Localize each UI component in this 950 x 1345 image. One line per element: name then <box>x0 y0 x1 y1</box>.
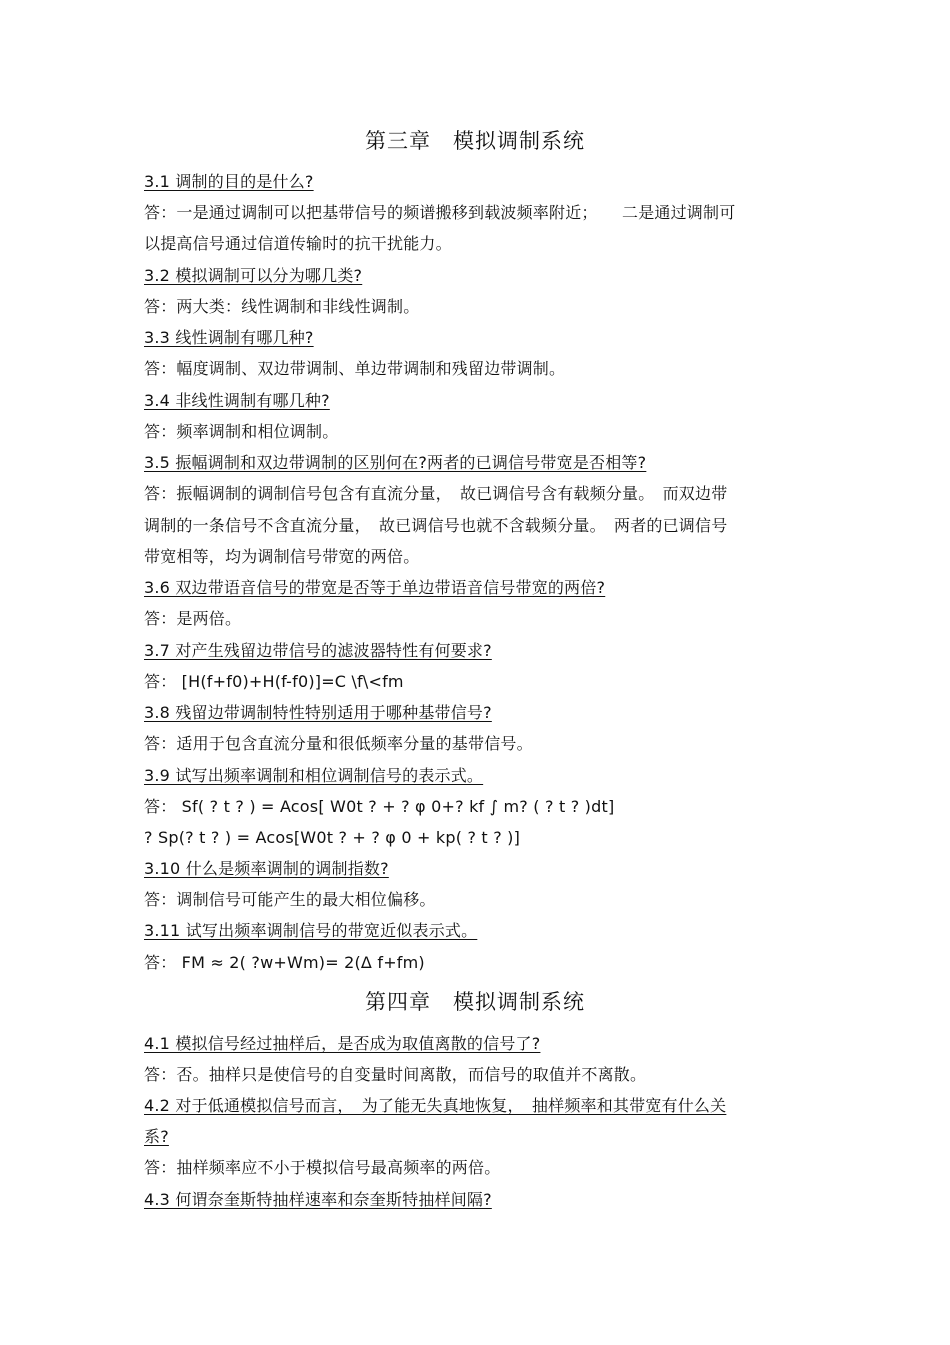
answer-3-9-line-1: 答： Sf( ? t ? ) = Acos[ W0t ? + ? φ 0+? kf ∫ m? ( ? t ? )dt] <box>144 797 615 816</box>
question-3-8: 3.8 残留边带调制特性特别适用于哪种基带信号? <box>144 703 492 722</box>
question-3-3: 3.3 线性调制有哪几种? <box>144 328 314 347</box>
answer-3-1-line-2: 以提高信号通过信道传输时的抗干扰能力。 <box>144 234 452 253</box>
question-3-6: 3.6 双边带语音信号的带宽是否等于单边带语音信号带宽的两倍? <box>144 578 606 597</box>
answer-3-5-line-2: 调制的一条信号不含直流分量， 故已调信号也就不含载频分量。 两者的已调信号 <box>144 516 728 535</box>
answer-3-3: 答：幅度调制、双边带调制、单边带调制和残留边带调制。 <box>144 359 566 378</box>
answer-3-10: 答：调制信号可能产生的最大相位偏移。 <box>144 890 436 909</box>
question-4-2-line-2: 系? <box>144 1127 169 1146</box>
question-3-5: 3.5 振幅调制和双边带调制的区别何在?两者的已调信号带宽是否相等? <box>144 453 647 472</box>
question-3-10: 3.10 什么是频率调制的调制指数? <box>144 859 389 878</box>
question-4-2-line-1: 4.2 对于低通模拟信号而言， 为了能无失真地恢复， 抽样频率和其带宽有什么关 <box>144 1096 727 1115</box>
question-4-3: 4.3 何谓奈奎斯特抽样速率和奈奎斯特抽样间隔? <box>144 1190 492 1209</box>
question-3-9: 3.9 试写出频率调制和相位调制信号的表示式。 <box>144 766 484 785</box>
question-3-4: 3.4 非线性调制有哪几种? <box>144 391 330 410</box>
answer-3-5-line-3: 带宽相等，均为调制信号带宽的两倍。 <box>144 547 420 566</box>
answer-3-9-line-2: ? Sp(? t ? ) = Acos[W0t ? + ? φ 0 + kp( ? t ? )] <box>144 828 521 847</box>
answer-3-1-line-1: 答：一是通过调制可以把基带信号的频谱搬移到载波频率附近； 二是通过调制可 <box>144 203 736 222</box>
question-3-1: 3.1 调制的目的是什么? <box>144 172 314 191</box>
answer-3-7: 答： [H(f+f0)+H(f-f0)]=C \f\<fm <box>144 672 404 691</box>
answer-3-2: 答：两大类：线性调制和非线性调制。 <box>144 297 420 316</box>
answer-4-1: 答：否。抽样只是使信号的自变量时间离散，而信号的取值并不离散。 <box>144 1065 647 1084</box>
answer-4-2: 答：抽样频率应不小于模拟信号最高频率的两倍。 <box>144 1158 501 1177</box>
question-3-2: 3.2 模拟调制可以分为哪几类? <box>144 266 363 285</box>
answer-3-11: 答： FM ≈ 2( ?w+Wm)= 2(Δ f+fm) <box>144 953 425 972</box>
question-3-11: 3.11 试写出频率调制信号的带宽近似表示式。 <box>144 921 478 940</box>
answer-3-8: 答：适用于包含直流分量和很低频率分量的基带信号。 <box>144 734 533 753</box>
question-3-7: 3.7 对产生残留边带信号的滤波器特性有何要求? <box>144 641 492 660</box>
answer-3-6: 答：是两倍。 <box>144 609 242 628</box>
chapter-3-title: 第三章 模拟调制系统 <box>365 129 585 153</box>
answer-3-5-line-1: 答：振幅调制的调制信号包含有直流分量， 故已调信号含有载频分量。 而双边带 <box>144 484 728 503</box>
question-4-1: 4.1 模拟信号经过抽样后，是否成为取值离散的信号了? <box>144 1034 541 1053</box>
chapter-4-title: 第四章 模拟调制系统 <box>365 990 585 1014</box>
answer-3-4: 答：频率调制和相位调制。 <box>144 422 339 441</box>
